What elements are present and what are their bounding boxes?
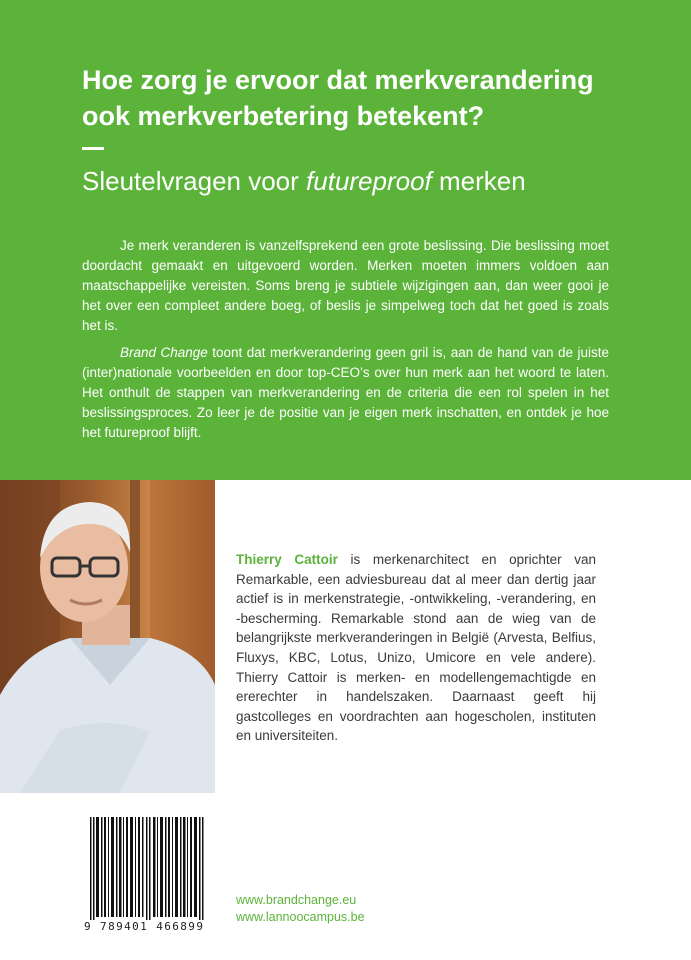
subtitle-emphasis: futureproof: [306, 166, 432, 196]
blurb-paragraph-2-text: toont dat merkverandering geen gril is, aan de hand van de juiste (inter)nationale voorbeelden en door top-CEO’s over hun merk aan het woord te laten. Het onthult de stappen van merkverandering en de criteria die een rol spelen in het beslissingsproces. Zo leer je de positie van je eigen merk inschatten, en ontdek je hoe het futureproof blijft.: [82, 345, 609, 440]
cover-title: Hoe zorg je ervoor dat merkverandering ook merkverbetering betekent?: [82, 65, 594, 131]
subtitle-end: merken: [431, 166, 526, 196]
author-bio: [236, 550, 596, 746]
website-links: [236, 892, 365, 926]
subtitle-start: Sleutelvragen voor: [82, 166, 307, 196]
isbn-digits: 9 789401 466899: [84, 920, 214, 933]
title-divider-dash: [82, 147, 104, 150]
link-lannoocampus[interactable]: www.lannoocampus.be: [236, 910, 365, 924]
author-bio-text: is merkenarchitect en oprichter van Remarkable, een adviesbureau dat al meer dan dertig jaar actief is in merkenstrategie, -ontwikkeling, -verandering, en -bescherming. Remarkable stond aan de wieg van de belangrijkste merkveranderingen in België (Arvesta, Belfius, Fluxys, KBC, Lotus, Unizo, Umicore en vele andere). Thierry Cattoir is merken- en modellengemachtigde en ererechter in handelszaken. Daarnaast geeft hij gastcolleges en voordrachten aan hogescholen, instituten en universiteiten.: [236, 552, 596, 744]
blurb-paragraph-1-text: Je merk veranderen is vanzelfsprekend een grote beslissing. Die beslissing moet doordacht gemaakt en uitgevoerd worden. Merken moeten immers voldoen aan maatschappelijke vereisten. Soms breng je subtiele wijzigingen aan, dan weer gooi je het over een compleet andere boeg, of beslis je simpelweg toch dat het goed is zoals het is.: [82, 238, 609, 333]
author-photo: [0, 480, 215, 793]
link-brandchange[interactable]: www.brandchange.eu: [236, 893, 357, 907]
book-title-emphasis: Brand Change: [120, 345, 208, 360]
author-portrait-illustration: [0, 480, 215, 793]
cover-subtitle: [82, 165, 526, 197]
blurb-paragraph-1: [82, 236, 609, 336]
isbn-barcode: [84, 817, 214, 937]
blurb-paragraph-2: [82, 343, 609, 443]
author-name: Thierry Cattoir: [236, 552, 338, 567]
